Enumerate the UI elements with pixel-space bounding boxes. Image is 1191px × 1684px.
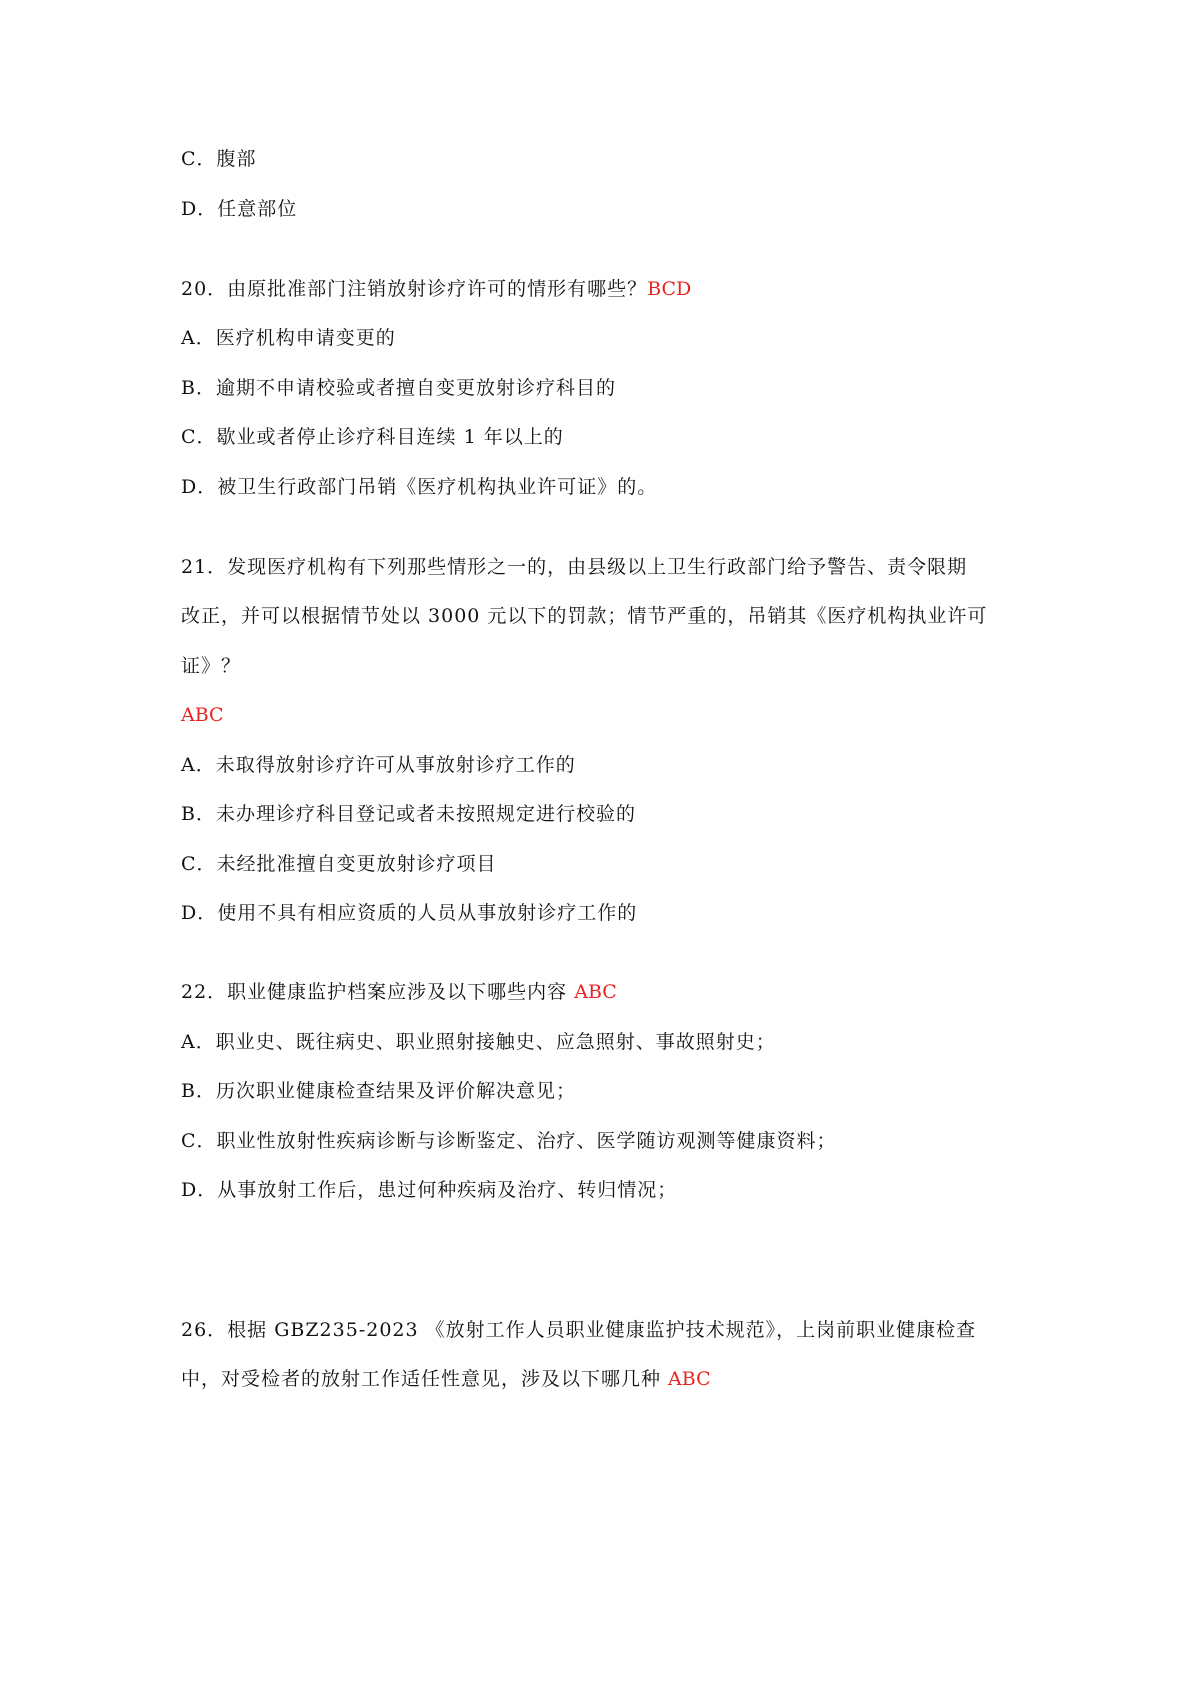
option-b-q20 bbox=[181, 376, 616, 400]
text-span: D．任意部位 bbox=[181, 198, 298, 220]
text-span: D．使用不具有相应资质的人员从事放射诊疗工作的 bbox=[181, 902, 638, 924]
option-a-q21 bbox=[181, 753, 576, 777]
question-26-line2 bbox=[181, 1367, 711, 1391]
text-span: A．未取得放射诊疗许可从事放射诊疗工作的 bbox=[181, 754, 576, 776]
option-c-q21 bbox=[181, 852, 497, 876]
option-c-q19 bbox=[181, 147, 257, 171]
option-d-q22 bbox=[181, 1178, 677, 1202]
answer-key: BCD bbox=[647, 278, 692, 300]
option-a-q20 bbox=[181, 326, 396, 350]
text-span: C．未经批准擅自变更放射诊疗项目 bbox=[181, 853, 497, 875]
text-span: C．腹部 bbox=[181, 148, 257, 170]
question-22 bbox=[181, 980, 617, 1004]
text-span: A．医疗机构申请变更的 bbox=[181, 327, 396, 349]
question-20 bbox=[181, 277, 691, 301]
text-span: C．职业性放射性疾病诊断与诊断鉴定、治疗、医学随访观测等健康资料； bbox=[181, 1130, 837, 1152]
text-span: B．未办理诊疗科目登记或者未按照规定进行校验的 bbox=[181, 803, 636, 825]
text-span: 改正，并可以根据情节处以 3000 元以下的罚款；情节严重的，吊销其《医疗机构执业许可 bbox=[181, 605, 988, 627]
text-span: D．从事放射工作后，患过何种疾病及治疗、转归情况； bbox=[181, 1179, 678, 1201]
answer-key: ABC bbox=[181, 704, 224, 726]
option-a-q22 bbox=[181, 1030, 776, 1054]
text-span: C．歇业或者停止诊疗科目连续 1 年以上的 bbox=[181, 426, 564, 448]
text-span: 中，对受检者的放射工作适任性意见，涉及以下哪几种 bbox=[181, 1368, 669, 1390]
option-b-q22 bbox=[181, 1079, 576, 1103]
option-c-q20 bbox=[181, 425, 564, 449]
option-d-q20 bbox=[181, 475, 657, 499]
option-b-q21 bbox=[181, 802, 636, 826]
question-21-line2 bbox=[181, 604, 987, 628]
text-span: 26．根据 GBZ235-2023 《放射工作人员职业健康监护技术规范》，上岗前职业健康检查 bbox=[181, 1319, 977, 1341]
text-span: 证》？ bbox=[181, 655, 242, 677]
question-21-line3 bbox=[181, 654, 241, 678]
text-span: A．职业史、既往病史、职业照射接触史、应急照射、事故照射史； bbox=[181, 1031, 776, 1053]
question-21-line1 bbox=[181, 555, 967, 579]
text-span: 20．由原批准部门注销放射诊疗许可的情形有哪些？ bbox=[181, 278, 648, 300]
answer-key: ABC bbox=[574, 981, 617, 1003]
option-d-q21 bbox=[181, 901, 637, 925]
option-c-q22 bbox=[181, 1129, 837, 1153]
text-span: B．历次职业健康检查结果及评价解决意见； bbox=[181, 1080, 576, 1102]
option-d-q19 bbox=[181, 197, 297, 221]
answer-q21 bbox=[181, 703, 224, 727]
answer-key: ABC bbox=[668, 1368, 711, 1390]
text-span: B．逾期不申请校验或者擅自变更放射诊疗科目的 bbox=[181, 377, 616, 399]
question-26-line1 bbox=[181, 1318, 976, 1342]
text-span: 21．发现医疗机构有下列那些情形之一的，由县级以上卫生行政部门给予警告、责令限期 bbox=[181, 556, 968, 578]
text-span: D．被卫生行政部门吊销《医疗机构执业许可证》的。 bbox=[181, 476, 658, 498]
text-span: 22．职业健康监护档案应涉及以下哪些内容 bbox=[181, 981, 575, 1003]
